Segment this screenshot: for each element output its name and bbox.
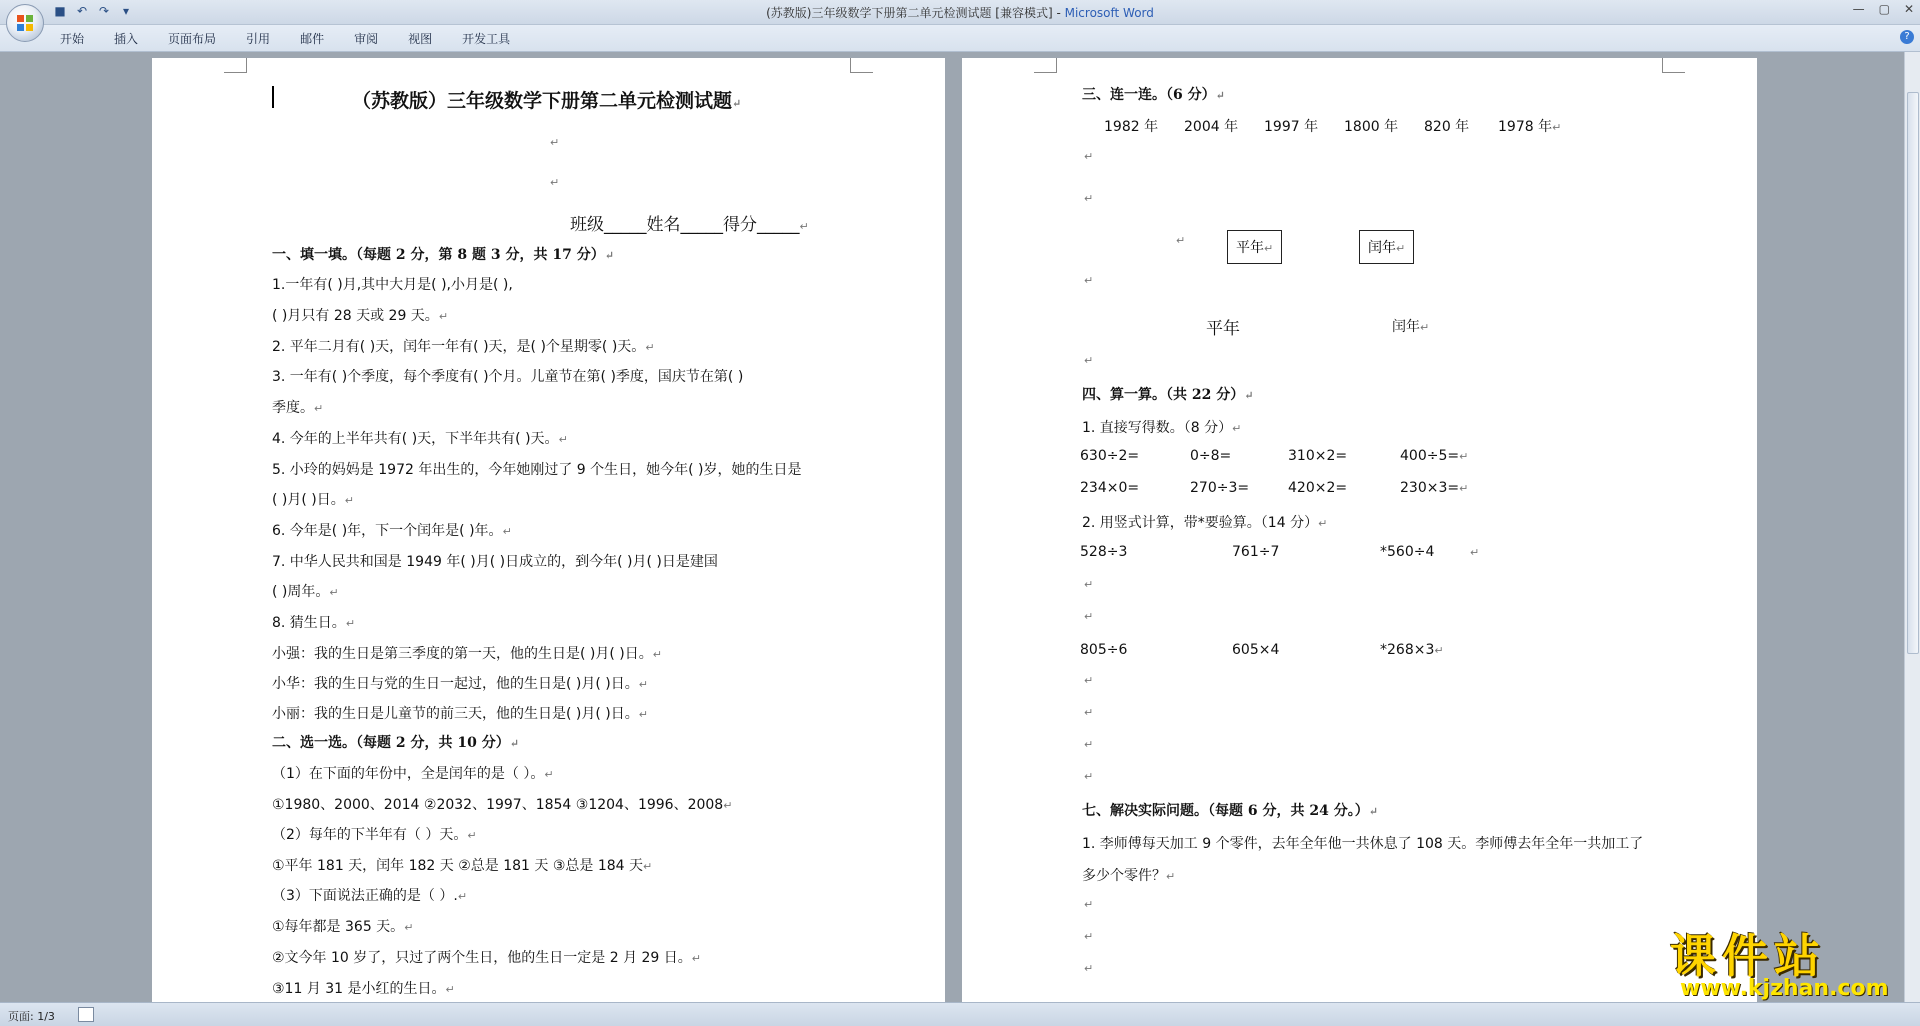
- tab-review[interactable]: 审阅: [354, 32, 379, 46]
- proofing-icon[interactable]: [78, 1007, 94, 1022]
- question-8-xiaoli: 小丽：我的生日是儿童节的前三天，他的生日是( )月( )日。↵: [272, 706, 648, 722]
- expression: 0÷8=: [1190, 448, 1232, 464]
- paragraph-mark: ↵: [1084, 930, 1094, 943]
- problem-1-line-2: 多少个零件？↵: [1082, 868, 1176, 884]
- expression: 230×3=↵: [1400, 480, 1469, 496]
- tab-insert[interactable]: 插入: [114, 32, 139, 46]
- expression: *560÷4: [1380, 544, 1435, 560]
- subsection-direct-calculation: 1. 直接写得数。（8 分）↵: [1082, 420, 1242, 436]
- year-option: 2004 年: [1184, 119, 1239, 135]
- undo-icon[interactable]: ↶: [76, 4, 88, 18]
- box-common-year: 平年↵: [1227, 230, 1282, 264]
- question-8-xiaohua: 小华：我的生日与党的生日一起过，他的生日是( )月( )日。↵: [272, 676, 648, 692]
- label-common-year: 平年: [1206, 319, 1240, 339]
- customize-qat-icon[interactable]: ▾: [122, 4, 130, 18]
- choice-2-options: ①平年 181 天，闰年 182 天 ②总是 181 天 ③总是 184 天↵: [272, 858, 653, 874]
- box-leap-year: 闰年↵: [1359, 230, 1414, 264]
- choice-3-option-1: ①每年都是 365 天。↵: [272, 919, 414, 935]
- app-name: Microsoft Word: [1064, 6, 1154, 20]
- page-title: （苏教版）三年级数学下册第二单元检测试题↵: [352, 90, 742, 112]
- expression: 400÷5=↵: [1400, 448, 1469, 464]
- ribbon-tabs: [60, 30, 540, 47]
- year-option: 820 年: [1424, 119, 1470, 135]
- choice-1: （1）在下面的年份中，全是闰年的是（ ）。↵: [272, 766, 554, 782]
- question-3-line-2: 季度。↵: [272, 400, 324, 416]
- year-option: 1800 年: [1344, 119, 1399, 135]
- question-8-xiaoqiang: 小强：我的生日是第三季度的第一天，他的生日是( )月( )日。↵: [272, 646, 662, 662]
- paragraph-mark: ↵: [550, 136, 560, 149]
- ribbon-tab-bar: [0, 25, 1920, 52]
- expression: 605×4: [1232, 642, 1280, 658]
- document-page-1[interactable]: [152, 58, 945, 1002]
- section-4-heading: 四、算一算。（共 22 分）↵: [1082, 387, 1254, 403]
- choice-3-option-2: ②文今年 10 岁了，只过了两个生日，他的生日一定是 2 月 29 日。↵: [272, 950, 702, 966]
- crop-mark: [850, 58, 873, 73]
- section-3-heading: 三、连一连。（6 分）↵: [1082, 87, 1225, 103]
- subsection-vertical-calculation: 2. 用竖式计算，带*要验算。（14 分）↵: [1082, 515, 1328, 531]
- minimize-icon[interactable]: —: [1852, 2, 1865, 16]
- expression: 630÷2=: [1080, 448, 1140, 464]
- choice-3-option-3: ③11 月 31 是小红的生日。↵: [272, 981, 455, 997]
- year-option: 1982 年: [1104, 119, 1159, 135]
- label-leap-year: 闰年↵: [1392, 319, 1430, 335]
- paragraph-mark: ↵: [1084, 578, 1094, 591]
- paragraph-mark: ↵: [1470, 546, 1480, 559]
- tab-mailings[interactable]: 邮件: [300, 32, 325, 46]
- tab-references[interactable]: 引用: [246, 32, 271, 46]
- save-icon[interactable]: ■: [54, 4, 66, 18]
- window-title: (苏教版)三年级数学下册第二单元检测试题 [兼容模式] - Microsoft Word: [766, 6, 1154, 20]
- text-cursor: [272, 86, 274, 108]
- expression: *268×3↵: [1380, 642, 1444, 658]
- expression: 234×0=: [1080, 480, 1140, 496]
- paragraph-mark: ↵: [1084, 738, 1094, 751]
- tab-page-layout[interactable]: 页面布局: [168, 32, 217, 46]
- section-2-heading: 二、选一选。（每题 2 分，共 10 分）↵: [272, 735, 519, 751]
- paragraph-mark: ↵: [1084, 354, 1094, 367]
- problem-1-line-1: 1. 李师傅每天加工 9 个零件，去年全年他一共休息了 108 天。李师傅去年全年一共加工了: [1082, 836, 1644, 852]
- paragraph-mark: ↵: [1084, 610, 1094, 623]
- paragraph-mark: ↵: [1084, 962, 1094, 975]
- question-3-line-1: 3. 一年有( )个季度，每个季度有( )个月。儿童节在第( )季度，国庆节在第( ): [272, 369, 744, 385]
- crop-mark: [1034, 58, 1057, 73]
- paragraph-mark: ↵: [1084, 192, 1094, 205]
- expression: 528÷3: [1080, 544, 1128, 560]
- section-7-heading: 七、解决实际问题。（每题 6 分，共 24 分。）↵: [1082, 803, 1378, 819]
- tab-home[interactable]: 开始: [60, 32, 85, 46]
- redo-icon[interactable]: ↷: [98, 4, 110, 18]
- question-7-line-2: ( )周年。↵: [272, 584, 339, 600]
- expression: 805÷6: [1080, 642, 1128, 658]
- year-option: 1978 年↵: [1498, 119, 1562, 135]
- help-icon[interactable]: ?: [1900, 30, 1914, 44]
- year-option: 1997 年: [1264, 119, 1319, 135]
- status-bar: [0, 1002, 1920, 1026]
- section-1-heading: 一、填一填。（每题 2 分，第 8 题 3 分，共 17 分）↵: [272, 247, 614, 263]
- office-logo-icon: [16, 14, 34, 32]
- question-2: 2. 平年二月有( )天，闰年一年有( )天，是( )个星期零( )天。↵: [272, 339, 655, 355]
- question-4: 4. 今年的上半年共有( )天，下半年共有( )天。↵: [272, 431, 568, 447]
- vertical-scrollbar[interactable]: [1904, 52, 1920, 1002]
- document-page-2[interactable]: [962, 58, 1757, 1002]
- crop-mark: [1662, 58, 1685, 73]
- paragraph-mark: ↵: [1084, 274, 1094, 287]
- expression: 270÷3=: [1190, 480, 1250, 496]
- document-name: (苏教版)三年级数学下册第二单元检测试题 [兼容模式]: [766, 6, 1053, 20]
- question-6: 6. 今年是( )年，下一个闰年是( )年。↵: [272, 523, 512, 539]
- choice-1-options: ①1980、2000、2014 ②2032、1997、1854 ③1204、1996、2008↵: [272, 797, 733, 813]
- maximize-icon[interactable]: ▢: [1878, 2, 1890, 16]
- expression: 761÷7: [1232, 544, 1280, 560]
- paragraph-mark: ↵: [550, 176, 560, 189]
- crop-mark: [224, 58, 247, 73]
- close-icon[interactable]: ✕: [1903, 2, 1914, 16]
- paragraph-mark: ↵: [1084, 150, 1094, 163]
- question-1-line-2: ( )月只有 28 天或 29 天。↵: [272, 308, 449, 324]
- choice-2: （2）每年的下半年有（ ）天。↵: [272, 827, 477, 843]
- question-1-line-1: 1.一年有( )月,其中大月是( ),小月是( ),: [272, 277, 513, 293]
- class-name-score-line: 班级_____姓名_____得分_____↵: [570, 215, 809, 235]
- watermark-brand: 课件站: [1670, 929, 1826, 983]
- paragraph-mark: ↵: [1084, 770, 1094, 783]
- question-7-line-1: 7. 中华人民共和国是 1949 年( )月( )日成立的，到今年( )月( )日是建国: [272, 554, 718, 570]
- paragraph-mark: ↵: [1176, 234, 1186, 247]
- window-controls: [1853, 2, 1914, 16]
- paragraph-mark: ↵: [1084, 706, 1094, 719]
- tab-view[interactable]: 视图: [408, 32, 433, 46]
- site-watermark: [1660, 920, 1910, 1000]
- paragraph-mark: ↵: [1084, 674, 1094, 687]
- question-8: 8. 猜生日。↵: [272, 615, 356, 631]
- watermark-url: www.kjzhan.com: [1680, 976, 1889, 1001]
- choice-3: （3）下面说法正确的是（ ）.↵: [272, 888, 468, 904]
- tab-developer[interactable]: 开发工具: [462, 32, 511, 46]
- paragraph-mark: ↵: [1084, 898, 1094, 911]
- question-5-line-2: ( )月( )日。↵: [272, 492, 354, 508]
- title-bar: [0, 0, 1920, 25]
- question-5-line-1: 5. 小玲的妈妈是 1972 年出生的，今年她刚过了 9 个生日，她今年( )岁，她的生日是: [272, 462, 802, 478]
- scrollbar-thumb[interactable]: [1907, 92, 1919, 654]
- office-button[interactable]: [6, 4, 44, 42]
- expression: 310×2=: [1288, 448, 1348, 464]
- expression: 420×2=: [1288, 480, 1348, 496]
- page-indicator[interactable]: 页面: 1/3: [8, 1010, 55, 1023]
